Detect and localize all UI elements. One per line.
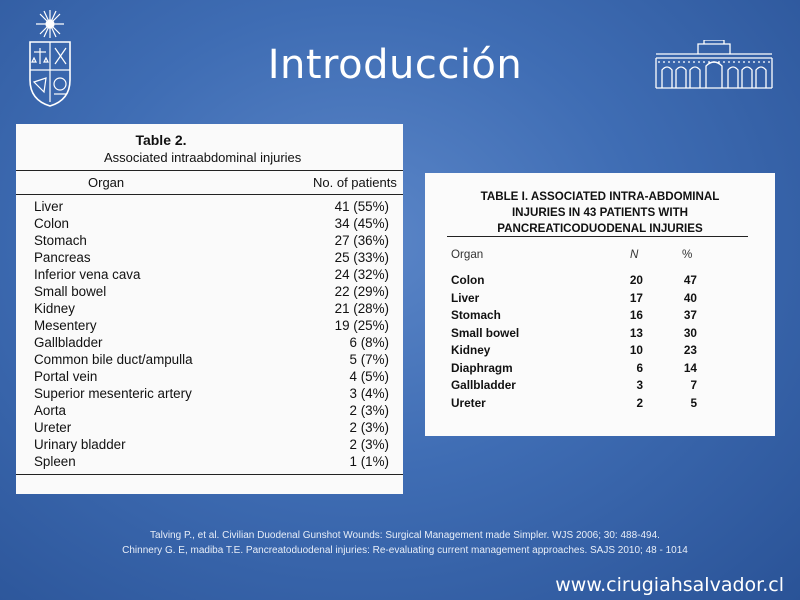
organ-cell: Gallbladder <box>451 378 516 392</box>
percent-cell: 30 <box>683 325 697 340</box>
patients-cell: 5 (7%) <box>349 352 389 367</box>
table-2-body <box>16 198 403 470</box>
organ-cell: Portal vein <box>34 369 98 384</box>
n-cell: 13 <box>629 325 643 340</box>
organ-cell: Liver <box>451 290 480 305</box>
table-1-body <box>425 272 775 412</box>
organ-cell: Inferior vena cava <box>34 267 141 282</box>
table-row <box>425 307 775 325</box>
organ-cell: Superior mesenteric artery <box>34 386 192 401</box>
table-row <box>16 317 403 334</box>
organ-cell: Diaphragm <box>451 360 513 375</box>
patients-cell: 19 (25%) <box>334 318 389 333</box>
percent-cell: 14 <box>683 360 697 375</box>
patients-cell: 34 (45%) <box>334 216 389 231</box>
organ-cell: Urinary bladder <box>34 437 126 452</box>
table-row <box>16 266 403 283</box>
table-1-top-rule <box>447 236 748 237</box>
table-1-title <box>425 189 775 237</box>
table-row <box>16 436 403 453</box>
table-row <box>16 368 403 385</box>
organ-cell: Aorta <box>34 403 67 418</box>
patients-cell: 24 (32%) <box>334 267 389 282</box>
table-1-title-line: INJURIES IN 43 PATIENTS WITH <box>511 206 689 219</box>
table-2-top-rule <box>16 170 403 171</box>
table-row <box>425 342 775 360</box>
table-row <box>425 360 775 378</box>
n-cell: 17 <box>629 290 643 305</box>
n-cell: 2 <box>636 395 643 410</box>
percent-cell: 23 <box>683 343 697 357</box>
n-cell: 6 <box>636 360 643 375</box>
organ-cell: Mesentery <box>34 318 97 333</box>
table-2-header-patients: No. of patients <box>313 175 397 190</box>
percent-cell: 47 <box>683 273 697 287</box>
table-row <box>16 351 403 368</box>
patients-cell: 22 (29%) <box>334 284 389 299</box>
citation-2: Chinnery G. E, madiba T.E. Pancreatoduodenal injuries: Re-evaluating current management approaches. SAJS 2010; 48 - 1014 <box>122 545 688 556</box>
table-row <box>16 249 403 266</box>
patients-cell: 21 (28%) <box>334 301 389 316</box>
table-1-panel <box>425 173 775 436</box>
table-row <box>16 402 403 419</box>
organ-cell: Stomach <box>34 233 87 248</box>
patients-cell: 2 (3%) <box>349 420 389 435</box>
table-row <box>16 283 403 300</box>
percent-cell: 7 <box>690 378 697 392</box>
table-row <box>16 232 403 249</box>
table-row <box>425 377 775 395</box>
table-1-header-organ: Organ <box>451 248 484 261</box>
slide-title: Introducción <box>267 42 523 88</box>
percent-cell: 40 <box>683 290 697 305</box>
organ-cell: Colon <box>34 216 69 231</box>
organ-cell: Common bile duct/ampulla <box>34 352 193 367</box>
table-row <box>425 395 775 413</box>
organ-cell: Pancreas <box>34 250 91 265</box>
patients-cell: 1 (1%) <box>349 454 389 469</box>
table-2-title: Table 2. <box>135 132 187 148</box>
patients-cell: 2 (3%) <box>349 403 389 418</box>
table-row <box>16 215 403 232</box>
organ-cell: Colon <box>451 273 485 287</box>
organ-cell: Liver <box>34 199 64 214</box>
table-1-title-line: TABLE I. ASSOCIATED INTRA-ABDOMINAL <box>480 190 720 203</box>
organ-cell: Gallbladder <box>34 335 103 350</box>
table-row <box>425 272 775 290</box>
organ-cell: Ureter <box>451 395 486 410</box>
table-row <box>425 325 775 343</box>
n-cell: 20 <box>629 273 643 287</box>
organ-cell: Spleen <box>34 454 76 469</box>
table-row <box>16 198 403 215</box>
table-row <box>16 453 403 470</box>
table-row <box>16 334 403 351</box>
table-1-header-percent: % <box>682 248 693 261</box>
table-2-subtitle: Associated intraabdominal injuries <box>104 150 302 165</box>
organ-cell: Small bowel <box>451 325 520 340</box>
table-row <box>16 385 403 402</box>
table-1-header-n: N <box>630 248 639 261</box>
organ-cell: Kidney <box>451 343 491 357</box>
n-cell: 3 <box>636 378 643 392</box>
table-2-bottom-rule <box>16 474 403 475</box>
table-2-panel <box>16 124 403 494</box>
organ-cell: Ureter <box>34 420 72 435</box>
n-cell: 16 <box>629 308 643 322</box>
organ-cell: Kidney <box>34 301 75 316</box>
patients-cell: 2 (3%) <box>349 437 389 452</box>
table-2-header-rule <box>16 194 403 195</box>
table-row <box>425 290 775 308</box>
percent-cell: 5 <box>690 395 697 410</box>
organ-cell: Small bowel <box>34 284 107 299</box>
organ-cell: Stomach <box>451 308 501 322</box>
patients-cell: 41 (55%) <box>334 199 389 214</box>
patients-cell: 4 (5%) <box>349 369 389 384</box>
table-2-header-organ: Organ <box>88 175 125 190</box>
table-row <box>16 300 403 317</box>
citation-1: Talving P., et al. Civilian Duodenal Gunshot Wounds: Surgical Management made Simpler. WJS 2006; 30: 488-494. <box>150 530 660 541</box>
table-1-title-line: PANCREATICODUODENAL INJURIES <box>497 222 703 235</box>
patients-cell: 3 (4%) <box>349 386 389 401</box>
percent-cell: 37 <box>683 308 697 322</box>
patients-cell: 6 (8%) <box>349 335 389 350</box>
website-link[interactable]: www.cirugiahsalvador.cl <box>555 574 784 596</box>
patients-cell: 27 (36%) <box>334 233 389 248</box>
table-row <box>16 419 403 436</box>
n-cell: 10 <box>629 343 643 357</box>
patients-cell: 25 (33%) <box>334 250 389 265</box>
